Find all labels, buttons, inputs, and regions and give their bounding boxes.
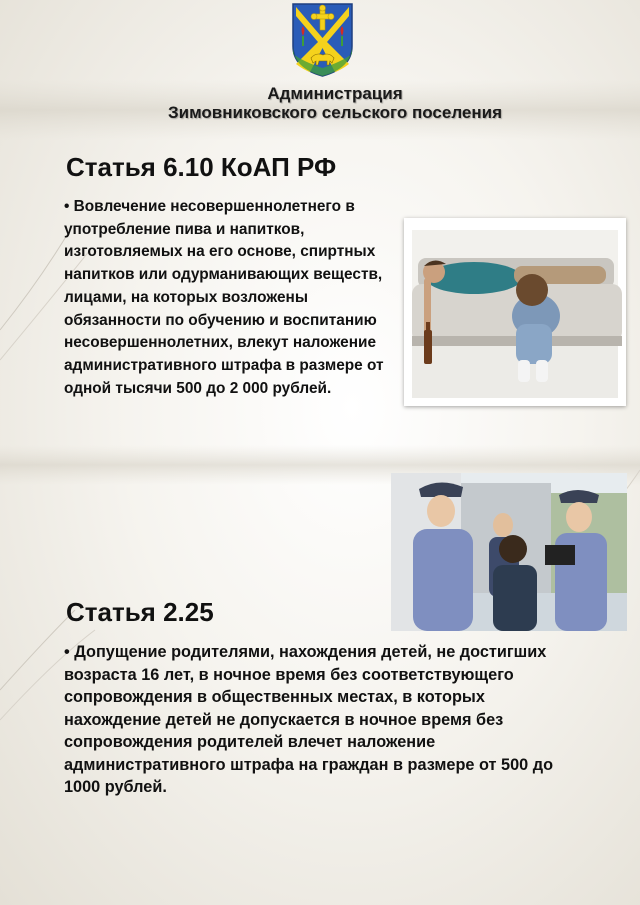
organization-name-line1: Администрация (267, 84, 403, 103)
section2-text: • Допущение родителями, нахождения детей, не достигших возраста 16 лет, в ночное время без соответствующего сопровождения в общественных местах, в которых нахождение детей не допускается в ночное время без сопровождения родителей влечет наложение административного штрафа на граждан в размере от 500 до 1000 рублей. (64, 643, 554, 796)
coat-of-arms-emblem (291, 2, 354, 78)
section1-text: • Вовлечение несовершеннолетнего в употребление пива и напитков, изготовляемых на его основе, спиртных напитков или одурманивающих веществ, лицами, на которых возложены обязанности по обучению и воспитанию несовершеннолетних, влекут наложение административного штрафа в размере от одной тысячи 500 до 2 000 рублей. (64, 198, 384, 397)
photo-drunk-adult-and-child (404, 218, 626, 406)
section1-title: Статья 6.10 КоАП РФ (66, 152, 337, 182)
photo-police-officers-with-boy (391, 473, 627, 631)
organization-name-line2: Зимовниковского сельского поселения (167, 103, 503, 122)
section2-title: Статья 2.25 (66, 597, 214, 627)
